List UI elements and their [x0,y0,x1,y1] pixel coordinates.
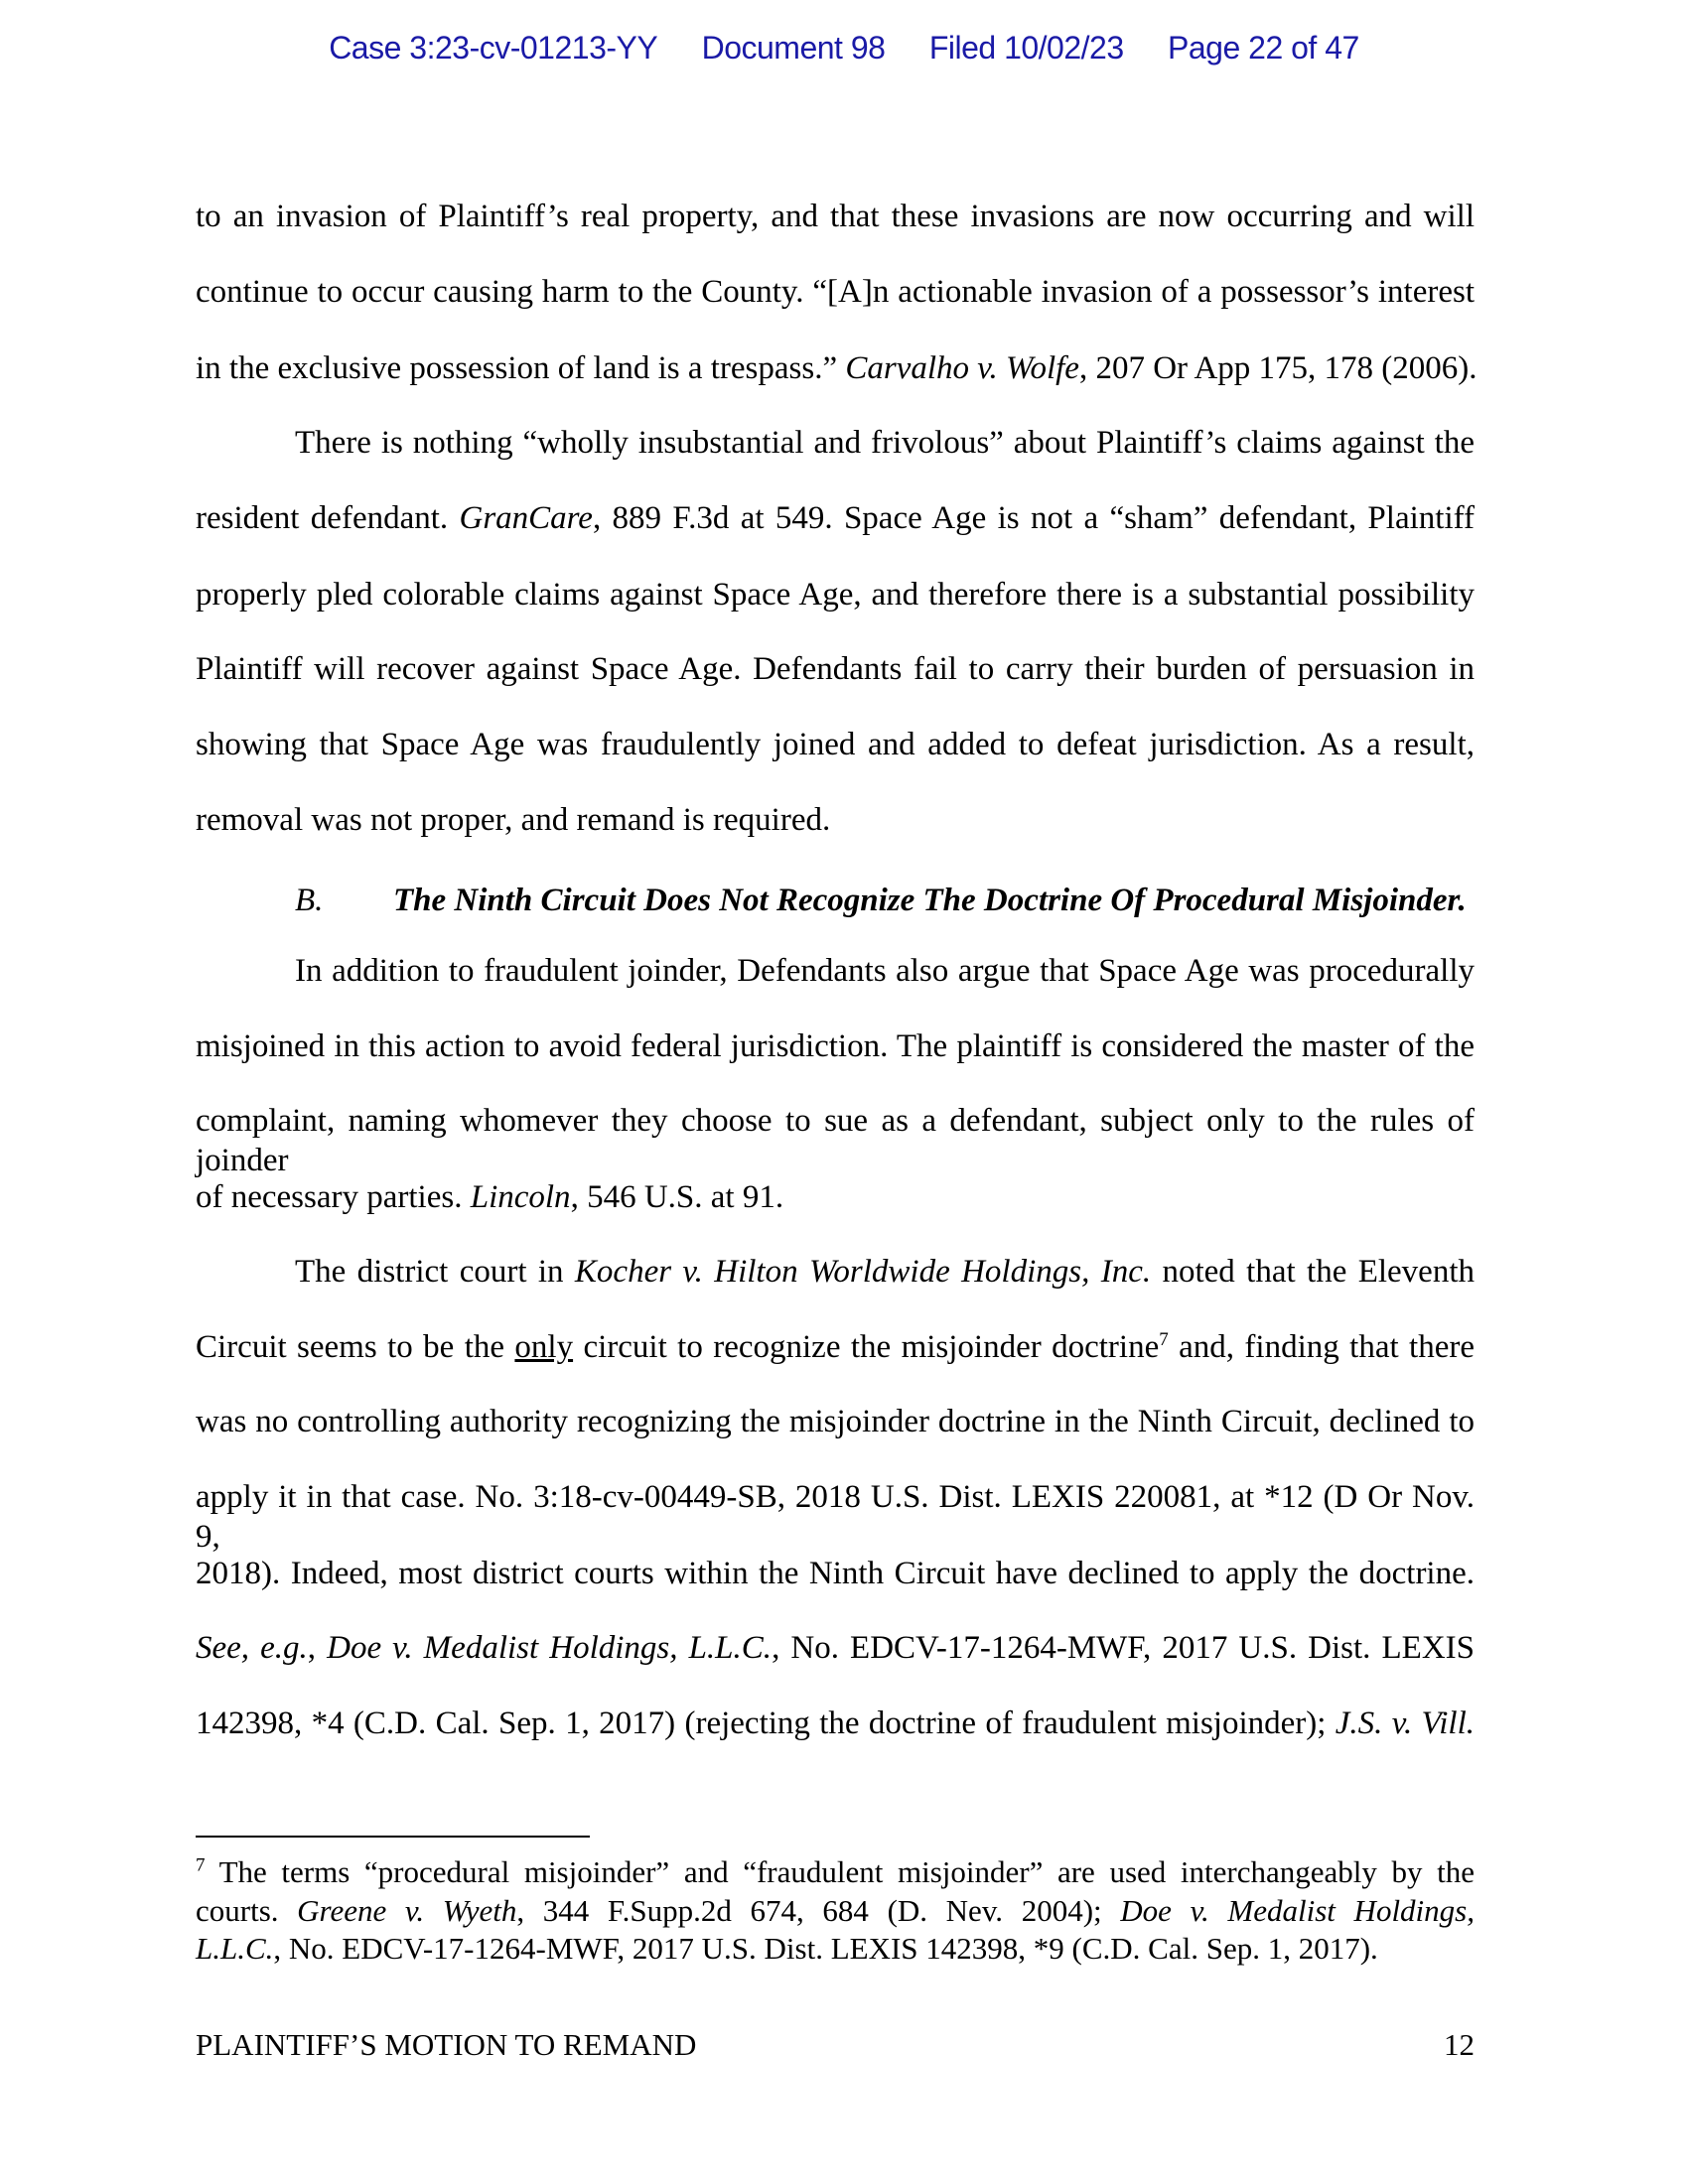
text-run: Circuit seems to be the [196,1329,515,1365]
text-line [196,1892,1475,1930]
document-number: Document 98 [701,30,886,66]
text-line [295,423,1475,463]
text-line [196,348,1475,388]
text-run: removal was not proper, and remand is required. [196,802,831,838]
ecf-header [0,30,1688,67]
text-run: There is nothing “wholly insubstantial and frivolous” about Plaintiff’s claims against the [295,425,1475,461]
text-run: , 207 Or App 175, 178 (2006). [1078,350,1477,386]
text-line [196,1477,1475,1555]
text-run: complaint, naming whomever they choose to sue as a defendant, subject only to the rules of joinder [196,1103,1475,1178]
text-run: Plaintiff will recover against Space Age. Defendants fail to carry their burden of persuasion in [196,651,1475,687]
text-run: to an invasion of Plaintiff’s real property, and that these invasions are now occurring and will [196,199,1475,234]
text-run: 2018). Indeed, most district courts within the Ninth Circuit have declined to apply the doctrine. [196,1556,1475,1591]
citation: Doe v. Medalist Holdings, L.L.C. [327,1630,773,1666]
citation: Carvalho v. Wolfe [845,350,1079,386]
text-run: was no controlling authority recognizing the misjoinder doctrine in the Ninth Circuit, declined to [196,1404,1475,1439]
text-line [196,498,1475,538]
heading-letter: B. [295,883,324,918]
text-run: , 889 F.3d at 549. Space Age is not a “sham” defendant, Plaintiff [592,500,1475,536]
text-line [196,1402,1475,1441]
text-run: misjoined in this action to avoid federal jurisdiction. The plaintiff is considered the master of the [196,1028,1475,1064]
text-run: , 546 U.S. at 91. [570,1179,784,1215]
citation: Lincoln [470,1179,571,1215]
text-run: The terms “procedural misjoinder” and “fraudulent misjoinder” are used interchangeably by the [205,1854,1475,1889]
text-run: properly pled colorable claims against Space Age, and therefore there is a substantial possibility [196,577,1475,613]
text-run: courts. [196,1893,298,1928]
text-line [196,197,1475,236]
text-run: , No. EDCV-17-1264-MWF, 2017 U.S. Dist. LEXIS 142398, *9 (C.D. Cal. Sep. 1, 2017). [273,1931,1378,1966]
text-run: apply it in that case. No. 3:18-cv-00449-SB, 2018 U.S. Dist. LEXIS 220081, at *12 (D Or Nov. 9, [196,1479,1475,1555]
text-line [196,1930,1475,1968]
text-line [196,800,1475,840]
text-line [196,725,1475,764]
text-run: and, finding that there [1168,1329,1475,1365]
case-number: Case 3:23-cv-01213-YY [329,30,658,66]
text-run: noted that the Eleventh [1151,1254,1475,1290]
text-line [196,1628,1475,1668]
filed-date: Filed 10/02/23 [928,30,1124,66]
text-line [295,1252,1475,1292]
citation: GranCare [459,500,593,536]
citation: Kocher v. Hilton Worldwide Holdings, Inc. [574,1254,1152,1290]
text-line [196,272,1475,312]
footer-title: PLAINTIFF’S MOTION TO REMAND [196,2027,697,2062]
text-line [196,1704,1475,1743]
text-run: showing that Space Age was fraudulently joined and added to defeat jurisdiction. As a result, [196,727,1475,762]
text-run: The district court in [295,1254,575,1290]
citation: See, e.g. [196,1630,308,1666]
text-line [196,1554,1475,1593]
section-heading [196,881,1475,920]
page-number: 12 [1444,2027,1475,2062]
text-run: circuit to recognize the misjoinder doctrine [573,1329,1160,1365]
footnote-separator [196,1836,590,1838]
text-line [196,1853,1475,1891]
page-count: Page 22 of 47 [1168,30,1359,66]
citation: J.S. v. Vill. [1335,1706,1475,1741]
text-run: only [514,1329,574,1365]
text-line [196,1026,1475,1066]
text-line [196,649,1475,689]
footnote-marker: 7 [1159,1329,1169,1350]
text-line [196,1327,1475,1367]
text-line [196,1177,1475,1217]
text-line [295,951,1475,991]
text-run: In addition to fraudulent joinder, Defendants also argue that Space Age was procedurally [295,953,1475,989]
text-run: in the exclusive possession of land is a trespass.” [196,350,846,386]
citation: L.L.C. [196,1931,274,1966]
text-line [196,1101,1475,1178]
text-run: of necessary parties. [196,1179,471,1215]
text-run: resident defendant. [196,500,460,536]
footnote-marker: 7 [196,1854,206,1876]
heading-title: The Ninth Circuit Does Not Recognize The Doctrine Of Procedural Misjoinder. [393,883,1467,918]
text-run: , No. EDCV-17-1264-MWF, 2017 U.S. Dist. LEXIS [772,1630,1476,1666]
text-run: continue to occur causing harm to the County. “[A]n actionable invasion of a possessor’s interest [196,274,1475,310]
text-line [196,575,1475,614]
citation: Greene v. Wyeth [297,1893,517,1928]
text-run: , 344 F.Supp.2d 674, 684 (D. Nev. 2004); [516,1893,1121,1928]
text-run: , [307,1630,328,1666]
text-run: 142398, *4 (C.D. Cal. Sep. 1, 2017) (rejecting the doctrine of fraudulent misjoinder); [196,1706,1336,1741]
citation: Doe v. Medalist Holdings, [1120,1893,1475,1928]
